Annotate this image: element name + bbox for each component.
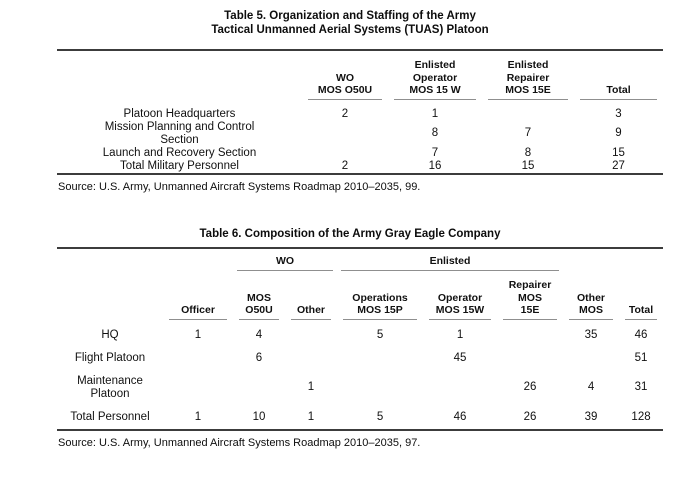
group-header-label: WO (237, 255, 333, 272)
table-cell (337, 370, 423, 406)
column-header-text (569, 292, 613, 320)
table-row (57, 320, 663, 347)
column-header (497, 271, 563, 320)
column-header-text (503, 279, 557, 320)
table-cell (497, 320, 563, 347)
group-header-empty (619, 248, 663, 272)
group-header-wo (233, 248, 337, 272)
column-header-line: 15E (520, 304, 540, 316)
column-header-line: Repairer (508, 279, 552, 291)
column-header-line: MOS O50U (317, 84, 373, 96)
table-cell: 45 (453, 351, 467, 364)
column-header-line: Officer (181, 304, 215, 316)
column-header (563, 271, 619, 320)
column-header-line: MOS (247, 291, 271, 304)
table-cell (302, 121, 388, 147)
group-header-row (57, 248, 663, 272)
column-header-line: Repairer (506, 71, 550, 84)
table5-title-line1: Table 5. Organization and Staffing of the Army (224, 10, 476, 22)
table5 (57, 49, 663, 175)
row-label: Flight Platoon (74, 351, 146, 364)
table-cell: 39 (563, 406, 619, 430)
table-cell: 26 (523, 381, 537, 393)
table-cell (285, 347, 337, 370)
table-cell: 31 (634, 381, 648, 393)
table-cell: 1 (431, 107, 439, 120)
column-header-line: Operator (437, 291, 483, 304)
table5-source-note: Source: U.S. Army, Unmanned Aircraft Systems Roadmap 2010–2035, 99. (58, 180, 421, 193)
column-header (423, 271, 497, 320)
table-cell (285, 320, 337, 347)
table-cell (302, 147, 388, 160)
table-cell: 4 (255, 328, 263, 341)
row-label: Maintenance Platoon (77, 374, 143, 400)
table-row (57, 160, 663, 174)
table-cell: 1 (285, 406, 337, 430)
group-header-empty (563, 248, 619, 272)
table-cell (423, 370, 497, 406)
table-cell: 46 (423, 406, 497, 430)
table-cell: 5 (376, 328, 384, 341)
table-cell (163, 347, 233, 370)
table-cell (563, 347, 619, 370)
group-header-label: Enlisted (341, 255, 559, 272)
table-cell: 8 (431, 127, 439, 139)
row-label: Launch and Recovery Section (102, 146, 257, 159)
table6 (57, 247, 663, 431)
table-cell: 46 (634, 328, 648, 341)
column-header-text (169, 304, 227, 320)
column-header-line: Operator (412, 71, 458, 84)
table-cell: 7 (524, 127, 532, 139)
table-cell: 10 (233, 406, 285, 430)
column-header-line: MOS (579, 304, 603, 316)
table-row (57, 121, 663, 147)
table-cell: 35 (584, 328, 598, 341)
row-label-cell (57, 370, 163, 406)
table-cell: 8 (524, 146, 532, 159)
column-header-text (488, 59, 568, 100)
column-header-line: O50U (245, 304, 273, 316)
column-header-text (580, 84, 657, 100)
table-row (57, 347, 663, 370)
table-cell: 51 (634, 351, 648, 364)
table-cell: 16 (388, 160, 482, 174)
row-label-cell (57, 406, 163, 430)
column-header-line: WO (335, 71, 355, 84)
table-cell: 7 (431, 146, 439, 159)
table-cell: 3 (615, 107, 622, 120)
table-cell: 15 (482, 160, 574, 174)
row-label-cell (57, 147, 302, 160)
table6-section (0, 227, 700, 450)
table-cell: 5 (337, 406, 423, 430)
table-cell: 27 (574, 160, 663, 174)
column-header-line: MOS 15W (435, 304, 485, 316)
table-cell: 26 (497, 406, 563, 430)
table-cell: 6 (255, 351, 263, 364)
row-label: Mission Planning and Control Section (104, 120, 255, 146)
column-header-line: MOS 15P (357, 304, 403, 316)
row-label: HQ (101, 328, 119, 341)
table-cell (163, 370, 233, 406)
row-label: Total Military Personnel (120, 159, 239, 172)
table-cell (497, 347, 563, 370)
table-row (57, 100, 663, 121)
column-header-line: Operations (352, 291, 408, 304)
table-cell: 2 (341, 107, 349, 120)
column-header-text (343, 292, 417, 320)
row-label-cell (57, 160, 302, 174)
column-header-line: Other (577, 291, 606, 304)
column-header (574, 50, 663, 100)
document-page (0, 9, 700, 450)
table-cell: 1 (194, 328, 202, 341)
group-header-empty (163, 248, 233, 272)
column-header-empty (57, 50, 302, 100)
table-cell (233, 370, 285, 406)
table5-title-line2: Tactical Unmanned Aerial Systems (TUAS) Platoon (211, 24, 489, 36)
column-header (233, 271, 285, 320)
column-header-row (57, 271, 663, 320)
row-label-cell (57, 121, 302, 147)
table-cell (482, 100, 574, 121)
column-header-empty (57, 271, 163, 320)
column-header-line: MOS 15E (505, 84, 551, 96)
table-cell: 2 (302, 160, 388, 174)
table-cell: 4 (587, 381, 595, 393)
table-cell: 1 (163, 406, 233, 430)
group-header-enlisted (337, 248, 563, 272)
column-header-line: Enlisted (507, 59, 549, 71)
column-header-text (625, 304, 657, 320)
table5-section (0, 9, 700, 194)
column-header-line: Enlisted (414, 59, 456, 71)
table-cell: 15 (612, 146, 625, 159)
column-header (163, 271, 233, 320)
table-row (57, 406, 663, 430)
column-header-line: Total (628, 304, 654, 316)
row-label: Total Personnel (70, 410, 150, 423)
table-cell: 9 (615, 127, 622, 139)
column-header (337, 271, 423, 320)
table6-source-note: Source: U.S. Army, Unmanned Aircraft Systems Roadmap 2010–2035, 97. (58, 436, 421, 449)
column-header-line: Other (297, 304, 326, 316)
column-header (619, 271, 663, 320)
table-cell: 128 (619, 406, 663, 430)
group-header-empty (57, 248, 163, 272)
table-row (57, 370, 663, 406)
column-header-text (394, 59, 476, 100)
column-header-text (239, 292, 279, 320)
column-header-line: MOS (518, 291, 542, 304)
table-cell: 1 (307, 381, 315, 393)
column-header-line: Total (606, 84, 631, 96)
column-header (388, 50, 482, 100)
column-header-text (429, 292, 491, 320)
table-cell: 1 (456, 328, 464, 341)
column-header (482, 50, 574, 100)
column-header (285, 271, 337, 320)
row-label-cell (57, 100, 302, 121)
table5-title (0, 9, 700, 37)
column-header-line: MOS 15 W (409, 84, 461, 96)
row-label: Platoon Headquarters (123, 107, 236, 120)
row-label-cell (57, 347, 163, 370)
table-row (57, 147, 663, 160)
row-label-cell (57, 320, 163, 347)
column-header (302, 50, 388, 100)
column-header-text (308, 72, 382, 100)
column-header-row (57, 50, 663, 100)
column-header-text (291, 304, 331, 320)
table-cell (337, 347, 423, 370)
table6-title: Table 6. Composition of the Army Gray Eagle Company (199, 227, 501, 240)
